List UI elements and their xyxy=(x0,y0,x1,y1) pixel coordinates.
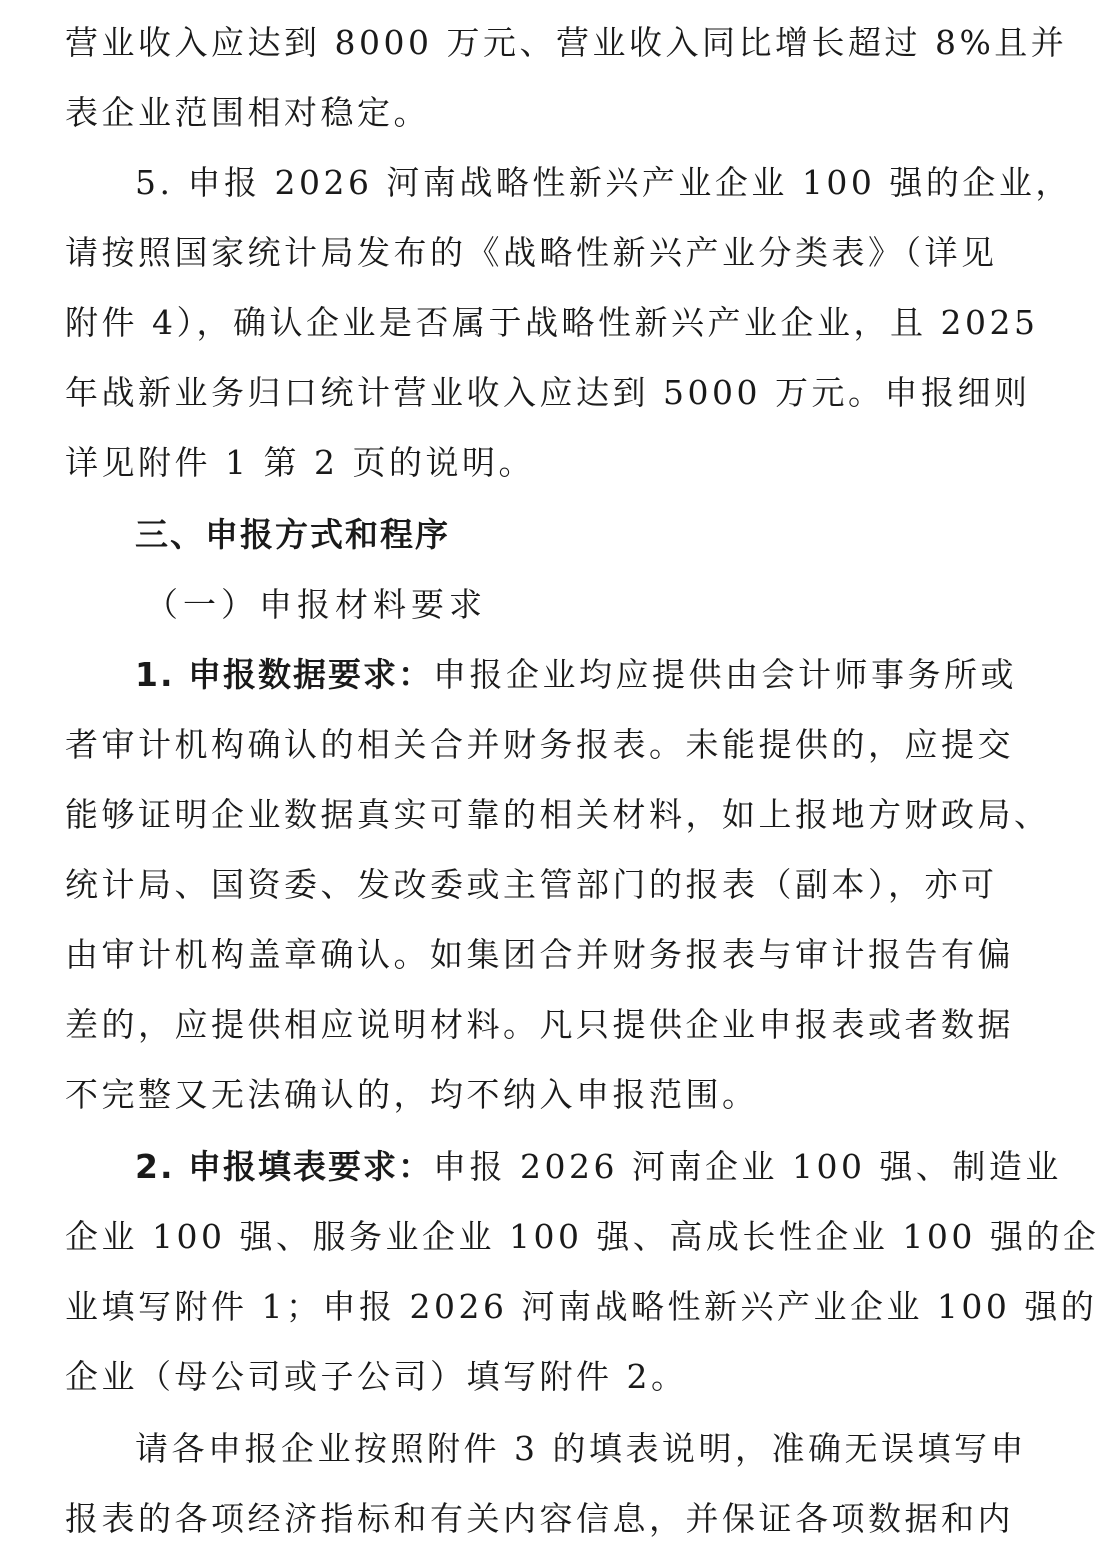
paragraph-3-line-2: 者审计机构确认的相关合并财务报表。未能提供的，应提交 xyxy=(65,725,1014,764)
paragraph-3-first-line-rest: 申报企业均应提供由会计师事务所或 xyxy=(433,655,1017,694)
subsection-heading: （一）申报材料要求 xyxy=(145,585,487,624)
paragraph-3-lead: 1. 申报数据要求： xyxy=(135,655,433,694)
paragraph-4-line-2: 企业 100 强、服务业企业 100 强、高成长性企业 100 强的企 xyxy=(65,1217,1099,1256)
paragraph-4-line-3: 业填写附件 1；申报 2026 河南战略性新兴产业企业 100 强的 xyxy=(65,1287,1098,1326)
paragraph-5-line-1: 请各申报企业按照附件 3 的填表说明，准确无误填写申 xyxy=(135,1429,1027,1468)
paragraph-3-line-4: 统计局、国资委、发改委或主管部门的报表（副本），亦可 xyxy=(65,865,998,904)
paragraph-4-line-4: 企业（母公司或子公司）填写附件 2。 xyxy=(65,1357,688,1396)
paragraph-2-line-4: 年战新业务归口统计营业收入应达到 5000 万元。申报细则 xyxy=(65,373,1031,412)
paragraph-4-lead: 2. 申报填表要求： xyxy=(135,1147,433,1186)
paragraph-4-line-1 xyxy=(135,1142,1062,1192)
paragraph-2-line-3: 附件 4），确认企业是否属于战略性新兴产业企业，且 2025 xyxy=(65,303,1039,342)
paragraph-3-line-1 xyxy=(135,650,1017,700)
paragraph-3-line-3: 能够证明企业数据真实可靠的相关材料，如上报地方财政局、 xyxy=(65,795,1051,834)
paragraph-2-line-5: 详见附件 1 第 2 页的说明。 xyxy=(65,443,535,482)
paragraph-1-line-2: 表企业范围相对稳定。 xyxy=(65,93,430,132)
paragraph-3-line-5: 由审计机构盖章确认。如集团合并财务报表与审计报告有偏 xyxy=(65,935,1014,974)
paragraph-2-line-1: 5. 申报 2026 河南战略性新兴产业企业 100 强的企业， xyxy=(135,163,1072,202)
paragraph-3-line-7: 不完整又无法确认的，均不纳入申报范围。 xyxy=(65,1075,759,1114)
paragraph-2-line-2: 请按照国家统计局发布的《战略性新兴产业分类表》（详见 xyxy=(65,233,998,272)
paragraph-3-line-6: 差的，应提供相应说明材料。凡只提供企业申报表或者数据 xyxy=(65,1005,1014,1044)
paragraph-1-line-1: 营业收入应达到 8000 万元、营业收入同比增长超过 8%且并 xyxy=(65,23,1068,62)
paragraph-5-line-2: 报表的各项经济指标和有关内容信息，并保证各项数据和内 xyxy=(65,1499,1014,1538)
paragraph-4-first-line-rest: 申报 2026 河南企业 100 强、制造业 xyxy=(433,1147,1062,1186)
section-heading: 三、申报方式和程序 xyxy=(135,515,450,554)
